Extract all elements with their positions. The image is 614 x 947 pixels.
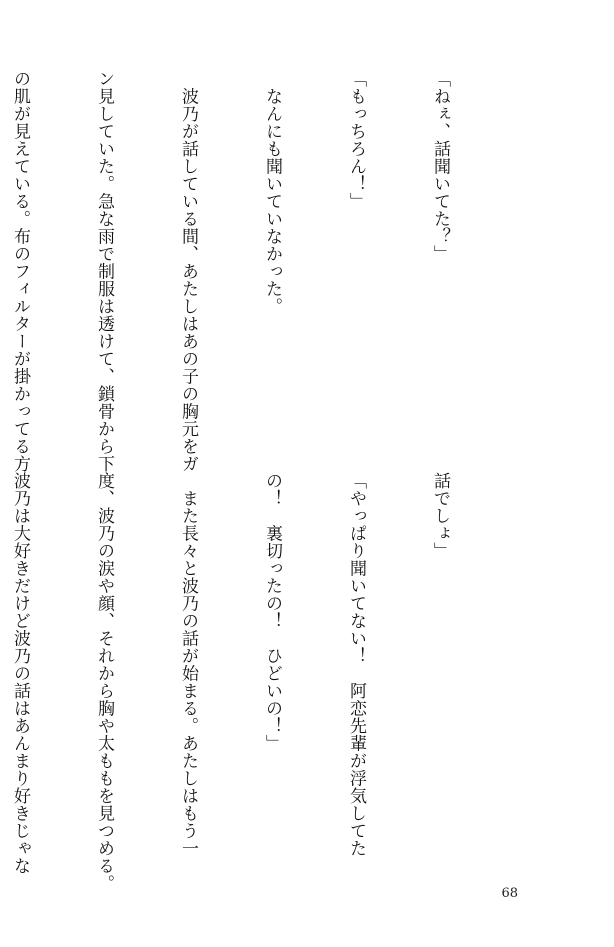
text-line: ン見していた。急な雨で制服は透けて、鎖骨から下 bbox=[94, 70, 114, 473]
page-number: 68 bbox=[501, 886, 518, 901]
text-line: 「もっちろん！」 bbox=[346, 70, 366, 210]
text-line: 波乃が話している間、あたしはあの子の胸元をガ bbox=[178, 70, 198, 473]
text-line: 「ねぇ、話聞いてた？」 bbox=[430, 70, 450, 263]
text-line: 度、波乃の涙や顔、それから胸や太ももを見つめる。 bbox=[94, 472, 114, 892]
text-block-top bbox=[10, 70, 510, 473]
text-line: の肌が見えている。布のフィルターが掛かってる方 bbox=[10, 70, 30, 473]
text-line: 「やっぱり聞いてない！ 阿恋先輩が浮気してた bbox=[346, 472, 366, 857]
text-line: の！ 裏切ったの！ ひどいの！」 bbox=[262, 472, 282, 752]
text-line: また長々と波乃の話が始まる。あたしはもう一 bbox=[178, 472, 198, 857]
text-line: 話でしょ」 bbox=[430, 472, 450, 560]
text-line: なんにも聞いていなかった。 bbox=[262, 70, 282, 315]
text-block-bottom bbox=[10, 472, 510, 892]
text-line: 波乃は大好きだけど波乃の話はあんまり好きじゃな bbox=[10, 472, 30, 875]
